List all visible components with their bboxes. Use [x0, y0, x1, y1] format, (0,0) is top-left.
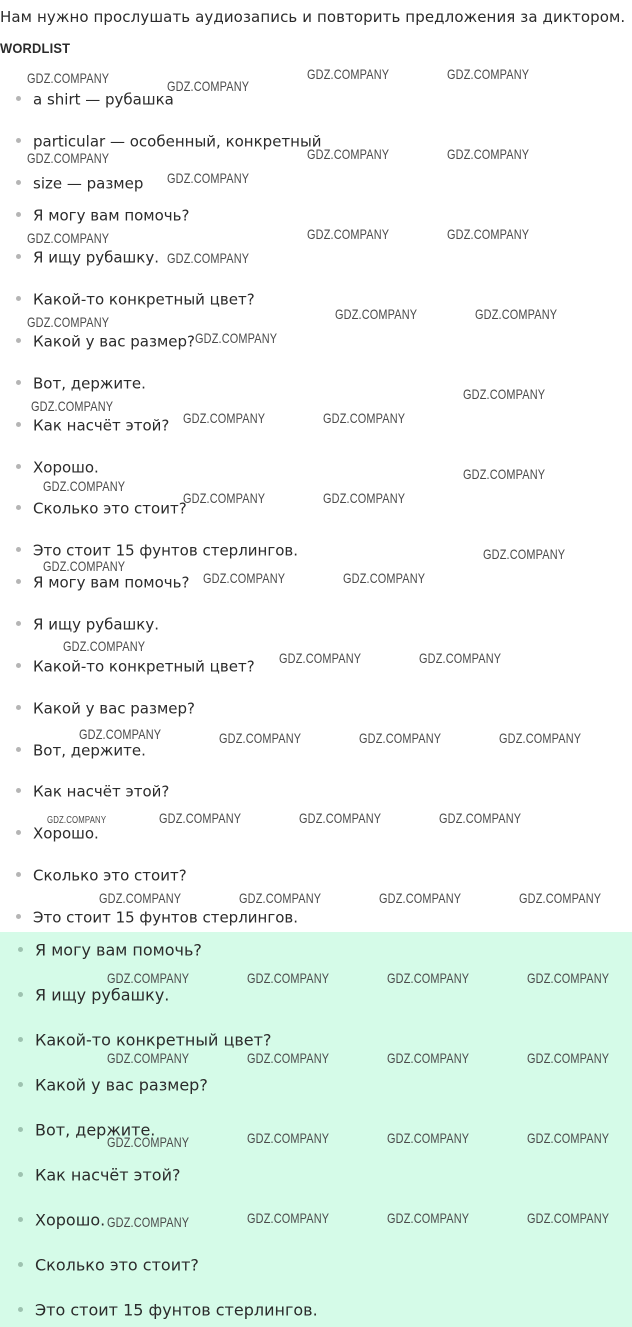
list-item-text: Это стоит 15 фунтов стерлингов.: [33, 541, 299, 560]
list-item-text: Сколько это стоит?: [35, 1255, 199, 1275]
list-item: [16, 88, 174, 110]
list-item-text: Я ищу рубашку.: [35, 985, 170, 1005]
watermark: GDZ.COMPANY: [183, 410, 266, 426]
highlighted-list-item: [18, 1299, 318, 1321]
bullet-icon: [18, 1217, 23, 1222]
list-item-text: Как насчёт этой?: [35, 1165, 181, 1185]
watermark: GDZ.COMPANY: [79, 726, 162, 742]
highlighted-list-item: [18, 939, 202, 961]
watermark: GDZ.COMPANY: [203, 570, 286, 586]
list-item-text: Вот, держите.: [33, 741, 146, 760]
watermark: GDZ.COMPANY: [47, 815, 107, 826]
bullet-icon: [16, 663, 21, 668]
watermark: GDZ.COMPANY: [519, 890, 602, 906]
highlighted-list-item: [18, 1209, 105, 1231]
list-item-text: Как насчёт этой?: [33, 416, 170, 435]
list-item-text: Я могу вам помочь?: [33, 573, 190, 592]
watermark: GDZ.COMPANY: [247, 1130, 330, 1146]
list-item: [16, 172, 143, 194]
bullet-icon: [16, 830, 21, 835]
list-item-text: Я могу вам помочь?: [33, 206, 190, 225]
watermark: GDZ.COMPANY: [43, 558, 126, 574]
bullet-icon: [18, 1262, 23, 1267]
watermark: GDZ.COMPANY: [447, 226, 530, 242]
list-item: [16, 655, 255, 677]
watermark: GDZ.COMPANY: [387, 1050, 470, 1066]
bullet-icon: [18, 1127, 23, 1132]
bullet-icon: [18, 1307, 23, 1312]
bullet-icon: [16, 705, 21, 710]
watermark: GDZ.COMPANY: [27, 70, 110, 86]
watermark: GDZ.COMPANY: [463, 386, 546, 402]
list-item-text: Хорошо.: [35, 1210, 106, 1230]
watermark: GDZ.COMPANY: [247, 1210, 330, 1226]
bullet-icon: [16, 254, 21, 259]
bullet-icon: [16, 296, 21, 301]
highlighted-list-item: [18, 984, 169, 1006]
watermark: GDZ.COMPANY: [387, 1130, 470, 1146]
bullet-icon: [16, 547, 21, 552]
watermark: GDZ.COMPANY: [247, 1050, 330, 1066]
list-item: [16, 613, 159, 635]
list-item-text: Это стоит 15 фунтов стерлингов.: [35, 1300, 318, 1320]
watermark: GDZ.COMPANY: [527, 1050, 610, 1066]
list-item-text: particular — особенный, конкретный: [33, 132, 322, 151]
list-item-text: Какой у вас размер?: [33, 332, 196, 351]
bullet-icon: [16, 180, 21, 185]
list-item-text: Хорошо.: [33, 458, 99, 477]
watermark: GDZ.COMPANY: [527, 1210, 610, 1226]
list-item: [16, 246, 159, 268]
list-item-text: Хорошо.: [33, 824, 99, 843]
list-item: [16, 414, 169, 436]
watermark: GDZ.COMPANY: [323, 410, 406, 426]
highlighted-list-item: [18, 1074, 208, 1096]
watermark: GDZ.COMPANY: [499, 730, 582, 746]
watermark: GDZ.COMPANY: [31, 398, 114, 414]
bullet-icon: [16, 505, 21, 510]
watermark: GDZ.COMPANY: [359, 730, 442, 746]
watermark: GDZ.COMPANY: [183, 490, 266, 506]
watermark: GDZ.COMPANY: [419, 650, 502, 666]
list-item-text: Как насчёт этой?: [33, 782, 170, 801]
list-item-text: Сколько это стоит?: [33, 499, 187, 518]
watermark: GDZ.COMPANY: [527, 970, 610, 986]
list-item-text: Я ищу рубашку.: [33, 248, 159, 267]
list-item: [16, 739, 146, 761]
list-item-text: Какой у вас размер?: [33, 699, 196, 718]
list-item-text: Вот, держите.: [35, 1120, 156, 1140]
watermark: GDZ.COMPANY: [63, 638, 146, 654]
highlighted-list-item: [18, 1029, 271, 1051]
watermark: GDZ.COMPANY: [307, 146, 390, 162]
list-item: [16, 906, 298, 928]
list-item-text: Я ищу рубашку.: [33, 615, 159, 634]
bullet-icon: [16, 212, 21, 217]
list-item-text: Какой у вас размер?: [35, 1075, 208, 1095]
bullet-icon: [16, 138, 21, 143]
list-item: [16, 697, 195, 719]
bullet-icon: [16, 422, 21, 427]
list-item-text: size — размер: [33, 174, 144, 193]
highlighted-list-item: [18, 1164, 180, 1186]
watermark: GDZ.COMPANY: [107, 1134, 190, 1150]
bullet-icon: [18, 947, 23, 952]
watermark: GDZ.COMPANY: [475, 306, 558, 322]
watermark: GDZ.COMPANY: [167, 170, 250, 186]
watermark: GDZ.COMPANY: [195, 330, 278, 346]
list-item: [16, 330, 195, 352]
list-item-text: Какой-то конкретный цвет?: [35, 1030, 272, 1050]
bullet-icon: [16, 338, 21, 343]
bullet-icon: [16, 747, 21, 752]
watermark: GDZ.COMPANY: [335, 306, 418, 322]
bullet-icon: [16, 579, 21, 584]
list-item: [16, 456, 99, 478]
watermark: GDZ.COMPANY: [43, 478, 126, 494]
watermark: GDZ.COMPANY: [219, 730, 302, 746]
watermark: GDZ.COMPANY: [307, 66, 390, 82]
watermark: GDZ.COMPANY: [27, 150, 110, 166]
watermark: GDZ.COMPANY: [343, 570, 426, 586]
watermark: GDZ.COMPANY: [463, 466, 546, 482]
watermark: GDZ.COMPANY: [159, 810, 242, 826]
watermark: GDZ.COMPANY: [447, 66, 530, 82]
list-item-text: Какой-то конкретный цвет?: [33, 657, 255, 676]
watermark: GDZ.COMPANY: [107, 1050, 190, 1066]
list-item: [16, 780, 169, 802]
watermark: GDZ.COMPANY: [107, 970, 190, 986]
list-item-text: Это стоит 15 фунтов стерлингов.: [33, 908, 299, 927]
watermark: GDZ.COMPANY: [279, 650, 362, 666]
watermark: GDZ.COMPANY: [387, 1210, 470, 1226]
wordlist-heading: WORDLIST: [0, 40, 71, 56]
watermark: GDZ.COMPANY: [107, 1214, 190, 1230]
bullet-icon: [18, 1172, 23, 1177]
highlighted-list-item: [18, 1254, 199, 1276]
watermark: GDZ.COMPANY: [527, 1130, 610, 1146]
watermark: GDZ.COMPANY: [439, 810, 522, 826]
watermark: GDZ.COMPANY: [299, 810, 382, 826]
bullet-icon: [16, 914, 21, 919]
watermark: GDZ.COMPANY: [379, 890, 462, 906]
watermark: GDZ.COMPANY: [387, 970, 470, 986]
watermark: GDZ.COMPANY: [239, 890, 322, 906]
list-item: [16, 497, 187, 519]
watermark: GDZ.COMPANY: [99, 890, 182, 906]
list-item-text: Я могу вам помочь?: [35, 940, 202, 960]
list-item: [16, 571, 189, 593]
list-item-text: a shirt — рубашка: [33, 90, 174, 109]
list-item-text: Вот, держите.: [33, 374, 146, 393]
list-item: [16, 130, 322, 152]
watermark: GDZ.COMPANY: [247, 970, 330, 986]
bullet-icon: [16, 380, 21, 385]
bullet-icon: [16, 464, 21, 469]
list-item: [16, 864, 187, 886]
watermark: GDZ.COMPANY: [307, 226, 390, 242]
watermark: GDZ.COMPANY: [323, 490, 406, 506]
bullet-icon: [16, 788, 21, 793]
bullet-icon: [18, 1037, 23, 1042]
watermark: GDZ.COMPANY: [167, 78, 250, 94]
list-item: [16, 288, 255, 310]
bullet-icon: [18, 992, 23, 997]
watermark: GDZ.COMPANY: [27, 230, 110, 246]
watermark: GDZ.COMPANY: [483, 546, 566, 562]
bullet-icon: [16, 872, 21, 877]
list-item-text: Какой-то конкретный цвет?: [33, 290, 255, 309]
watermark: GDZ.COMPANY: [27, 314, 110, 330]
watermark: GDZ.COMPANY: [447, 146, 530, 162]
list-item-text: Сколько это стоит?: [33, 866, 187, 885]
list-item: [16, 204, 189, 226]
bullet-icon: [18, 1082, 23, 1087]
bullet-icon: [16, 621, 21, 626]
list-item: [16, 372, 146, 394]
intro-text: Нам нужно прослушать аудиозапись и повторить предложения за диктором.: [0, 8, 626, 26]
bullet-icon: [16, 96, 21, 101]
watermark: GDZ.COMPANY: [167, 250, 250, 266]
